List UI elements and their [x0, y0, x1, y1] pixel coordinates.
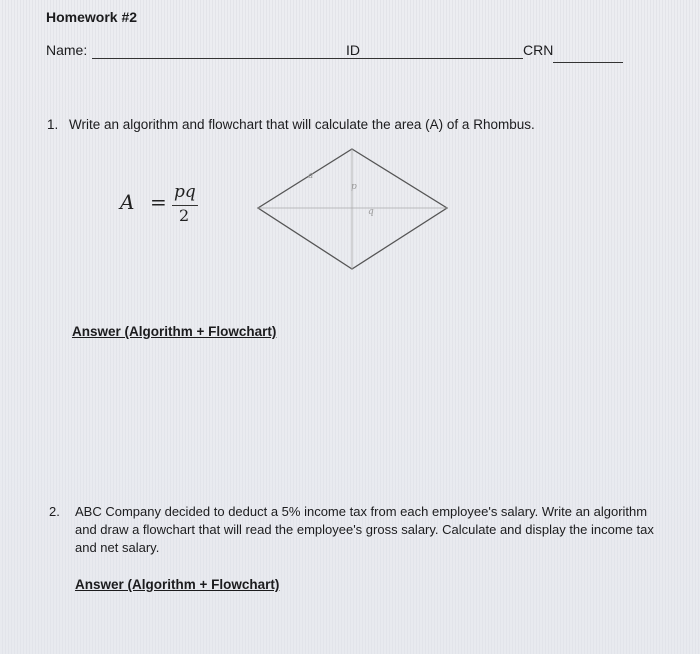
id-field-line[interactable] — [346, 58, 523, 59]
question-1-text: Write an algorithm and flowchart that will calculate the area (A) of a Rhombus. — [69, 117, 535, 132]
rhombus-diagram — [255, 143, 455, 275]
diagonal-label-q: q — [368, 207, 374, 217]
question-1 — [47, 117, 535, 132]
question-2-text: ABC Company decided to deduct a 5% income tax from each employee's salary. Write an algorithm and draw a flowchart that will read the employee's gross salary. Calculate and display the income tax and net salary. — [75, 504, 654, 555]
question-1-number: 1. — [47, 117, 59, 132]
student-info-row — [46, 42, 646, 64]
name-field-line[interactable] — [92, 58, 346, 59]
answer-heading-1: Answer (Algorithm + Flowchart) — [72, 324, 277, 339]
crn-field-line[interactable] — [553, 62, 623, 63]
answer-heading-2: Answer (Algorithm + Flowchart) — [75, 577, 280, 592]
name-label: Name: — [46, 42, 88, 58]
side-label-a: a — [308, 171, 314, 181]
question-2-number: 2. — [49, 504, 60, 519]
formula-denominator: 2 — [179, 206, 190, 225]
formula-lhs: A — [120, 190, 135, 214]
rhombus-outline — [258, 149, 447, 269]
formula-numerator: pq — [174, 182, 196, 202]
id-label: ID — [346, 42, 360, 58]
homework-title: Homework #2 — [46, 9, 138, 25]
formula-equals: = — [150, 190, 167, 214]
diagonal-label-p: p — [351, 182, 357, 192]
crn-label: CRN — [523, 42, 554, 58]
